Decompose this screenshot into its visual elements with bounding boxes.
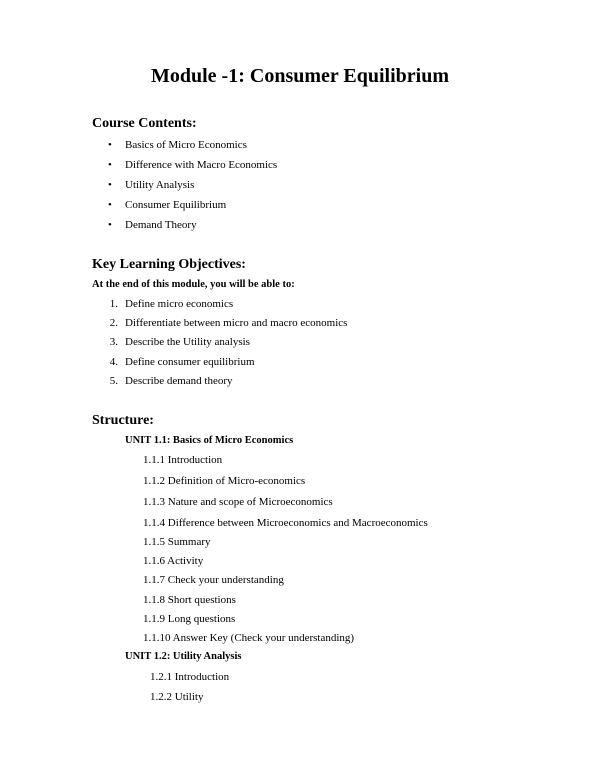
list-item: 1.1.3 Nature and scope of Microeconomics <box>143 496 333 508</box>
list-number: 1. <box>109 298 118 310</box>
list-item: Describe the Utility analysis <box>125 336 250 348</box>
objectives-intro: At the end of this module, you will be able to: <box>92 279 295 290</box>
unit-1-title: UNIT 1.1: Basics of Micro Economics <box>125 435 294 446</box>
list-item: Define consumer equilibrium <box>125 356 255 368</box>
bullet-icon: • <box>108 159 112 171</box>
list-number: 4. <box>109 356 118 368</box>
list-item: 1.2.1 Introduction <box>150 671 230 683</box>
bullet-icon: • <box>108 179 112 191</box>
bullet-icon: • <box>108 139 112 151</box>
list-item: 1.1.1 Introduction <box>143 454 223 466</box>
structure-heading: Structure: <box>92 413 154 428</box>
list-item: 1.1.7 Check your understanding <box>143 574 284 586</box>
list-item: Define micro economics <box>125 298 234 310</box>
list-number: 2. <box>109 317 118 329</box>
list-item: Demand Theory <box>125 219 197 231</box>
list-item: 1.1.8 Short questions <box>143 594 236 606</box>
list-item: Consumer Equilibrium <box>125 199 227 211</box>
list-number: 5. <box>109 375 118 387</box>
list-item: 1.1.2 Definition of Micro-economics <box>143 475 306 487</box>
list-item: Describe demand theory <box>125 375 233 387</box>
list-item: Utility Analysis <box>125 179 195 191</box>
page-title: Module -1: Consumer Equilibrium <box>151 65 449 87</box>
list-item: 1.1.5 Summary <box>143 536 211 548</box>
list-item: 1.1.4 Difference between Microeconomics and Macroeconomics <box>143 517 428 529</box>
course-contents-heading: Course Contents: <box>92 116 197 131</box>
list-number: 3. <box>109 336 118 348</box>
list-item: 1.1.10 Answer Key (Check your understanding) <box>143 632 355 644</box>
list-item: Basics of Micro Economics <box>125 139 247 151</box>
list-item: 1.1.9 Long questions <box>143 613 236 625</box>
list-item: 1.1.6 Activity <box>143 555 204 567</box>
bullet-icon: • <box>108 219 112 231</box>
bullet-icon: • <box>108 199 112 211</box>
list-item: 1.2.2 Utility <box>150 691 204 703</box>
list-item: Difference with Macro Economics <box>125 159 278 171</box>
unit-2-title: UNIT 1.2: Utility Analysis <box>125 651 242 662</box>
objectives-heading: Key Learning Objectives: <box>92 257 246 272</box>
list-item: Differentiate between micro and macro economics <box>125 317 348 329</box>
